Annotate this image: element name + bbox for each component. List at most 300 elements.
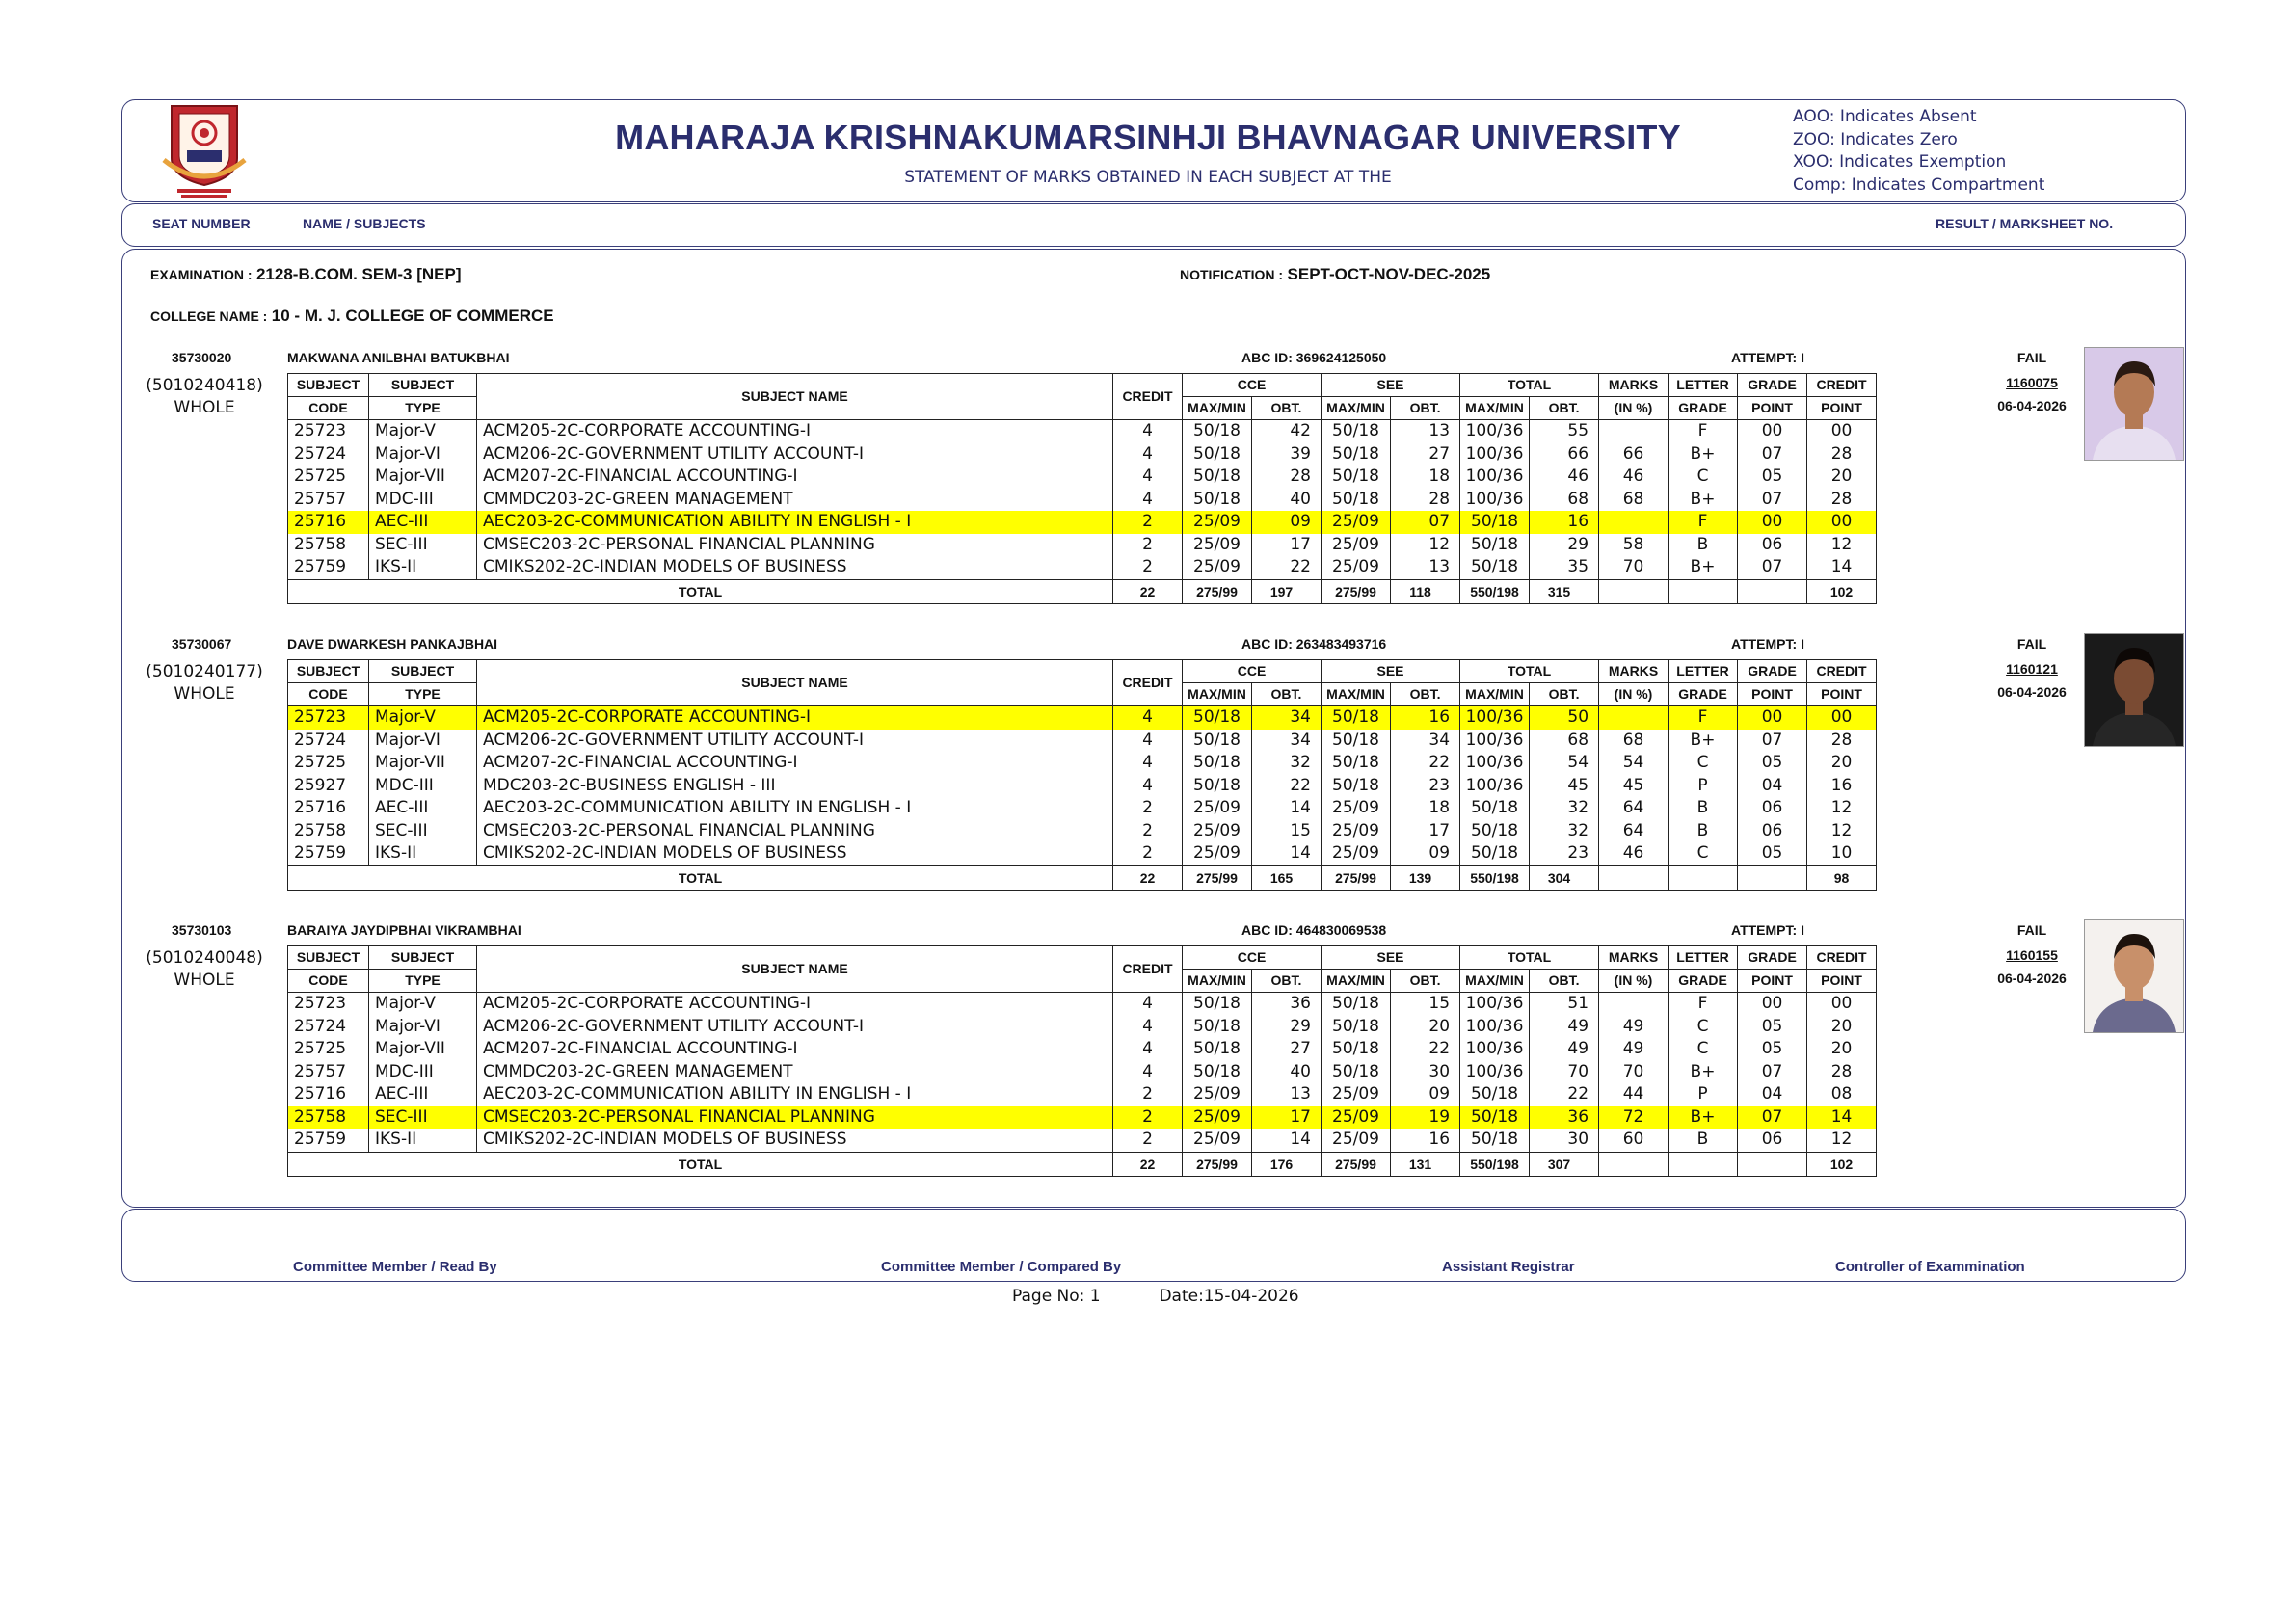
total-maxmin: 550/198 bbox=[1460, 579, 1530, 603]
result-date: 06-04-2026 bbox=[1997, 684, 2067, 700]
see-maxmin: 50/18 bbox=[1322, 466, 1391, 489]
see-obt: 28 bbox=[1391, 489, 1460, 512]
marks-percent bbox=[1599, 420, 1669, 443]
hdr-see-obt: OBT. bbox=[1391, 683, 1460, 706]
marksheet-number bbox=[1974, 947, 2090, 963]
cce-maxmin: 25/09 bbox=[1183, 842, 1252, 865]
hdr-subject-type-1: SUBJECT bbox=[369, 660, 477, 683]
cce-maxmin: 50/18 bbox=[1183, 1038, 1252, 1061]
subject-code: 25759 bbox=[288, 1129, 369, 1152]
legend bbox=[1793, 106, 2044, 197]
letter-grade: C bbox=[1669, 1038, 1738, 1061]
attempt: ATTEMPT: I bbox=[1731, 350, 1804, 365]
see-obt: 23 bbox=[1391, 775, 1460, 798]
subject-type: Major-VII bbox=[369, 752, 477, 775]
cce-obt: 27 bbox=[1252, 1038, 1322, 1061]
cce-obt: 40 bbox=[1252, 489, 1322, 512]
hdr-cce-obt: OBT. bbox=[1252, 397, 1322, 420]
total-obt: 22 bbox=[1530, 1083, 1599, 1106]
result-date: 06-04-2026 bbox=[1997, 398, 2067, 413]
hdr-type: TYPE bbox=[369, 683, 477, 706]
subject-type: MDC-III bbox=[369, 775, 477, 798]
total-obt: 50 bbox=[1530, 706, 1599, 730]
total-cce-obt: 165 bbox=[1252, 865, 1322, 890]
see-obt: 16 bbox=[1391, 1129, 1460, 1152]
hdr-see-maxmin: MAX/MIN bbox=[1322, 970, 1391, 993]
total-maxmin: 50/18 bbox=[1460, 556, 1530, 579]
hdr-credit: CREDIT bbox=[1113, 946, 1183, 993]
marksheet-number-value: 1160075 bbox=[2006, 375, 2058, 390]
total-obt: 32 bbox=[1530, 797, 1599, 820]
subject-code: 25758 bbox=[288, 820, 369, 843]
total-see-maxmin: 275/99 bbox=[1322, 579, 1391, 603]
credit: 2 bbox=[1113, 556, 1183, 579]
subject-type: Major-VII bbox=[369, 466, 477, 489]
see-obt: 18 bbox=[1391, 466, 1460, 489]
total-obt: 46 bbox=[1530, 466, 1599, 489]
see-obt: 18 bbox=[1391, 797, 1460, 820]
total-maxmin: 100/36 bbox=[1460, 1061, 1530, 1084]
letter-grade: C bbox=[1669, 842, 1738, 865]
credit-point: 00 bbox=[1807, 511, 1877, 534]
cce-obt: 39 bbox=[1252, 443, 1322, 466]
total-obt: 49 bbox=[1530, 1016, 1599, 1039]
total-see-obt: 118 bbox=[1391, 579, 1460, 603]
cce-obt: 34 bbox=[1252, 706, 1322, 730]
enrollment-number: (5010240418) bbox=[146, 376, 263, 395]
cce-maxmin: 25/09 bbox=[1183, 556, 1252, 579]
see-obt: 22 bbox=[1391, 752, 1460, 775]
subject-type: MDC-III bbox=[369, 489, 477, 512]
credit: 4 bbox=[1113, 730, 1183, 753]
result-status: FAIL bbox=[2016, 350, 2047, 365]
signature-controller: Controller of Exammination bbox=[1835, 1259, 2025, 1275]
see-maxmin: 25/09 bbox=[1322, 556, 1391, 579]
total-maxmin: 50/18 bbox=[1460, 797, 1530, 820]
result-header: RESULT / MARKSHEET NO. bbox=[1936, 216, 2114, 231]
total-obt: 70 bbox=[1530, 1061, 1599, 1084]
college-value: 10 - M. J. COLLEGE OF COMMERCE bbox=[271, 306, 554, 325]
marks-table bbox=[287, 659, 1877, 891]
signature-assistant-registrar: Assistant Registrar bbox=[1442, 1259, 1575, 1275]
credit-point: 00 bbox=[1807, 993, 1877, 1016]
cce-obt: 22 bbox=[1252, 556, 1322, 579]
total-credit-point: 102 bbox=[1807, 1152, 1877, 1176]
credit-point: 28 bbox=[1807, 730, 1877, 753]
cce-obt: 14 bbox=[1252, 842, 1322, 865]
credit: 4 bbox=[1113, 775, 1183, 798]
grade-point: 05 bbox=[1738, 1016, 1807, 1039]
abc-id: ABC ID: 464830069538 bbox=[1241, 922, 1387, 938]
subject-type: MDC-III bbox=[369, 1061, 477, 1084]
hdr-letter: LETTER bbox=[1669, 946, 1738, 970]
see-maxmin: 25/09 bbox=[1322, 1129, 1391, 1152]
hdr-grade-point: POINT bbox=[1738, 970, 1807, 993]
subject-type: SEC-III bbox=[369, 820, 477, 843]
result-date: 06-04-2026 bbox=[1997, 971, 2067, 986]
marks-table bbox=[287, 373, 1877, 604]
hdr-subject-type-1: SUBJECT bbox=[369, 946, 477, 970]
letter-grade: F bbox=[1669, 420, 1738, 443]
total-maxmin: 50/18 bbox=[1460, 511, 1530, 534]
cce-maxmin: 50/18 bbox=[1183, 706, 1252, 730]
letter-grade: B+ bbox=[1669, 1061, 1738, 1084]
hdr-subject-name: SUBJECT NAME bbox=[477, 660, 1113, 706]
hdr-grade: GRADE bbox=[1738, 660, 1807, 683]
notification-value: SEPT-OCT-NOV-DEC-2025 bbox=[1287, 265, 1491, 283]
name-subjects-header: NAME / SUBJECTS bbox=[303, 216, 426, 231]
total-obt: 35 bbox=[1530, 556, 1599, 579]
hdr-credit-point-2: POINT bbox=[1807, 683, 1877, 706]
subject-name: MDC203-2C-BUSINESS ENGLISH - III bbox=[477, 775, 1113, 798]
subject-name: ACM206-2C-GOVERNMENT UTILITY ACCOUNT-I bbox=[477, 1016, 1113, 1039]
exam-mode: WHOLE bbox=[174, 684, 235, 704]
see-obt: 30 bbox=[1391, 1061, 1460, 1084]
hdr-subject-name: SUBJECT NAME bbox=[477, 374, 1113, 420]
total-row bbox=[288, 1152, 1877, 1176]
subject-name: ACM206-2C-GOVERNMENT UTILITY ACCOUNT-I bbox=[477, 730, 1113, 753]
hdr-in-pct: (IN %) bbox=[1599, 683, 1669, 706]
hdr-code: CODE bbox=[288, 397, 369, 420]
hdr-total-maxmin: MAX/MIN bbox=[1460, 683, 1530, 706]
credit: 4 bbox=[1113, 1038, 1183, 1061]
total-obt: 304 bbox=[1530, 865, 1599, 890]
grade-point: 00 bbox=[1738, 511, 1807, 534]
credit: 4 bbox=[1113, 466, 1183, 489]
seat-number: 35730020 bbox=[172, 350, 232, 365]
total-letter-blank bbox=[1669, 1152, 1738, 1176]
hdr-credit-point-2: POINT bbox=[1807, 970, 1877, 993]
marksheet-number-value: 1160121 bbox=[2006, 661, 2058, 677]
total-maxmin: 100/36 bbox=[1460, 489, 1530, 512]
hdr-total: TOTAL bbox=[1460, 374, 1599, 397]
letter-grade: F bbox=[1669, 706, 1738, 730]
hdr-see-obt: OBT. bbox=[1391, 397, 1460, 420]
marks-percent: 46 bbox=[1599, 842, 1669, 865]
grade-point: 05 bbox=[1738, 466, 1807, 489]
page-number: Page No: 1 bbox=[1012, 1287, 1101, 1306]
total-obt: 307 bbox=[1530, 1152, 1599, 1176]
letter-grade: B bbox=[1669, 534, 1738, 557]
hdr-credit-point-1: CREDIT bbox=[1807, 660, 1877, 683]
cce-obt: 14 bbox=[1252, 797, 1322, 820]
subject-type: Major-V bbox=[369, 706, 477, 730]
credit: 2 bbox=[1113, 511, 1183, 534]
subject-name: ACM207-2C-FINANCIAL ACCOUNTING-I bbox=[477, 752, 1113, 775]
total-label: TOTAL bbox=[288, 579, 1113, 603]
total-obt: 36 bbox=[1530, 1106, 1599, 1130]
hdr-cce: CCE bbox=[1183, 946, 1322, 970]
hdr-credit-point-2: POINT bbox=[1807, 397, 1877, 420]
seat-number-header: SEAT NUMBER bbox=[152, 216, 251, 231]
credit: 4 bbox=[1113, 1016, 1183, 1039]
subject-code: 25723 bbox=[288, 420, 369, 443]
hdr-in-pct: (IN %) bbox=[1599, 397, 1669, 420]
hdr-subject-code-1: SUBJECT bbox=[288, 660, 369, 683]
cce-obt: 15 bbox=[1252, 820, 1322, 843]
cce-obt: 17 bbox=[1252, 1106, 1322, 1130]
see-maxmin: 50/18 bbox=[1322, 993, 1391, 1016]
credit-point: 20 bbox=[1807, 466, 1877, 489]
credit-point: 20 bbox=[1807, 1038, 1877, 1061]
hdr-subject-code-1: SUBJECT bbox=[288, 946, 369, 970]
total-maxmin: 550/198 bbox=[1460, 865, 1530, 890]
grade-point: 00 bbox=[1738, 993, 1807, 1016]
subject-row bbox=[288, 1038, 1877, 1061]
letter-grade: B+ bbox=[1669, 1106, 1738, 1130]
marks-percent bbox=[1599, 706, 1669, 730]
grade-point: 06 bbox=[1738, 820, 1807, 843]
credit-point: 10 bbox=[1807, 842, 1877, 865]
total-cce-obt: 176 bbox=[1252, 1152, 1322, 1176]
marks-percent: 58 bbox=[1599, 534, 1669, 557]
total-row bbox=[288, 865, 1877, 890]
subject-row bbox=[288, 820, 1877, 843]
cce-obt: 14 bbox=[1252, 1129, 1322, 1152]
subject-type: IKS-II bbox=[369, 1129, 477, 1152]
hdr-marks: MARKS bbox=[1599, 946, 1669, 970]
total-see-maxmin: 275/99 bbox=[1322, 1152, 1391, 1176]
subject-name: CMMDC203-2C-GREEN MANAGEMENT bbox=[477, 1061, 1113, 1084]
credit: 2 bbox=[1113, 1106, 1183, 1130]
total-obt: 23 bbox=[1530, 842, 1599, 865]
subject-row bbox=[288, 993, 1877, 1016]
college-label: COLLEGE NAME : bbox=[150, 308, 268, 324]
total-maxmin: 100/36 bbox=[1460, 730, 1530, 753]
cce-maxmin: 50/18 bbox=[1183, 420, 1252, 443]
cce-maxmin: 50/18 bbox=[1183, 752, 1252, 775]
cce-maxmin: 50/18 bbox=[1183, 443, 1252, 466]
total-maxmin: 100/36 bbox=[1460, 1016, 1530, 1039]
hdr-subject-type-1: SUBJECT bbox=[369, 374, 477, 397]
see-obt: 09 bbox=[1391, 842, 1460, 865]
subject-row bbox=[288, 443, 1877, 466]
credit: 2 bbox=[1113, 1083, 1183, 1106]
hdr-cce-maxmin: MAX/MIN bbox=[1183, 970, 1252, 993]
grade-point: 07 bbox=[1738, 556, 1807, 579]
cce-maxmin: 25/09 bbox=[1183, 534, 1252, 557]
credit: 2 bbox=[1113, 797, 1183, 820]
total-marks-blank bbox=[1599, 865, 1669, 890]
subject-code: 25725 bbox=[288, 466, 369, 489]
cce-maxmin: 25/09 bbox=[1183, 797, 1252, 820]
student-name: DAVE DWARKESH PANKAJBHAI bbox=[287, 636, 498, 652]
marks-percent: 66 bbox=[1599, 443, 1669, 466]
see-maxmin: 50/18 bbox=[1322, 706, 1391, 730]
letter-grade: P bbox=[1669, 775, 1738, 798]
total-maxmin: 50/18 bbox=[1460, 534, 1530, 557]
hdr-see: SEE bbox=[1322, 660, 1460, 683]
marks-percent: 70 bbox=[1599, 1061, 1669, 1084]
letter-grade: B bbox=[1669, 797, 1738, 820]
total-maxmin: 100/36 bbox=[1460, 993, 1530, 1016]
hdr-letter-grade: GRADE bbox=[1669, 970, 1738, 993]
marks-percent: 64 bbox=[1599, 820, 1669, 843]
subject-code: 25716 bbox=[288, 511, 369, 534]
see-maxmin: 25/09 bbox=[1322, 511, 1391, 534]
examination-value: 2128-B.COM. SEM-3 [NEP] bbox=[255, 265, 462, 283]
cce-obt: 40 bbox=[1252, 1061, 1322, 1084]
cce-maxmin: 25/09 bbox=[1183, 1106, 1252, 1130]
subject-name: ACM206-2C-GOVERNMENT UTILITY ACCOUNT-I bbox=[477, 443, 1113, 466]
letter-grade: P bbox=[1669, 1083, 1738, 1106]
credit: 4 bbox=[1113, 993, 1183, 1016]
grade-point: 07 bbox=[1738, 489, 1807, 512]
see-maxmin: 50/18 bbox=[1322, 443, 1391, 466]
credit: 2 bbox=[1113, 820, 1183, 843]
column-header-bar bbox=[121, 203, 2186, 247]
see-maxmin: 50/18 bbox=[1322, 1016, 1391, 1039]
subject-type: Major-V bbox=[369, 420, 477, 443]
cce-maxmin: 50/18 bbox=[1183, 489, 1252, 512]
total-label: TOTAL bbox=[288, 865, 1113, 890]
total-maxmin: 550/198 bbox=[1460, 1152, 1530, 1176]
see-obt: 13 bbox=[1391, 420, 1460, 443]
see-maxmin: 25/09 bbox=[1322, 842, 1391, 865]
credit-point: 00 bbox=[1807, 420, 1877, 443]
hdr-cce-obt: OBT. bbox=[1252, 683, 1322, 706]
subject-code: 25758 bbox=[288, 1106, 369, 1130]
cce-maxmin: 50/18 bbox=[1183, 775, 1252, 798]
total-maxmin: 50/18 bbox=[1460, 1129, 1530, 1152]
hdr-cce: CCE bbox=[1183, 374, 1322, 397]
subject-name: CMSEC203-2C-PERSONAL FINANCIAL PLANNING bbox=[477, 820, 1113, 843]
hdr-total-obt: OBT. bbox=[1530, 683, 1599, 706]
subject-row bbox=[288, 466, 1877, 489]
signature-compared-by: Committee Member / Compared By bbox=[881, 1259, 1122, 1275]
subject-type: IKS-II bbox=[369, 556, 477, 579]
credit-point: 08 bbox=[1807, 1083, 1877, 1106]
total-letter-blank bbox=[1669, 579, 1738, 603]
credit: 4 bbox=[1113, 443, 1183, 466]
total-maxmin: 100/36 bbox=[1460, 752, 1530, 775]
subject-row bbox=[288, 842, 1877, 865]
hdr-cce-obt: OBT. bbox=[1252, 970, 1322, 993]
subject-name: ACM207-2C-FINANCIAL ACCOUNTING-I bbox=[477, 466, 1113, 489]
total-maxmin: 50/18 bbox=[1460, 842, 1530, 865]
subject-row bbox=[288, 1016, 1877, 1039]
letter-grade: B bbox=[1669, 820, 1738, 843]
result-status: FAIL bbox=[2016, 922, 2047, 938]
see-maxmin: 50/18 bbox=[1322, 1061, 1391, 1084]
letter-grade: F bbox=[1669, 511, 1738, 534]
hdr-cce: CCE bbox=[1183, 660, 1322, 683]
marks-percent bbox=[1599, 511, 1669, 534]
student-photo bbox=[2084, 347, 2184, 461]
hdr-grade-point: POINT bbox=[1738, 397, 1807, 420]
hdr-total-obt: OBT. bbox=[1530, 970, 1599, 993]
total-letter-blank bbox=[1669, 865, 1738, 890]
see-obt: 13 bbox=[1391, 556, 1460, 579]
hdr-credit: CREDIT bbox=[1113, 660, 1183, 706]
credit-point: 20 bbox=[1807, 1016, 1877, 1039]
subject-type: Major-VI bbox=[369, 730, 477, 753]
credit-point: 28 bbox=[1807, 1061, 1877, 1084]
student-name: MAKWANA ANILBHAI BATUKBHAI bbox=[287, 350, 510, 365]
letter-grade: C bbox=[1669, 752, 1738, 775]
grade-point: 07 bbox=[1738, 443, 1807, 466]
see-obt: 27 bbox=[1391, 443, 1460, 466]
total-cce-maxmin: 275/99 bbox=[1183, 1152, 1252, 1176]
total-cce-maxmin: 275/99 bbox=[1183, 865, 1252, 890]
abc-id: ABC ID: 369624125050 bbox=[1241, 350, 1387, 365]
hdr-credit: CREDIT bbox=[1113, 374, 1183, 420]
cce-maxmin: 25/09 bbox=[1183, 820, 1252, 843]
print-date: Date:15-04-2026 bbox=[1159, 1287, 1299, 1306]
grade-point: 07 bbox=[1738, 1061, 1807, 1084]
see-maxmin: 25/09 bbox=[1322, 1106, 1391, 1130]
cce-maxmin: 50/18 bbox=[1183, 730, 1252, 753]
legend-compartment: Comp: Indicates Compartment bbox=[1793, 174, 2045, 195]
marks-percent: 46 bbox=[1599, 466, 1669, 489]
subject-name: AEC203-2C-COMMUNICATION ABILITY IN ENGLISH - I bbox=[477, 797, 1113, 820]
grade-point: 06 bbox=[1738, 534, 1807, 557]
see-maxmin: 50/18 bbox=[1322, 775, 1391, 798]
credit-point: 16 bbox=[1807, 775, 1877, 798]
enrollment-number: (5010240048) bbox=[146, 948, 263, 968]
see-obt: 20 bbox=[1391, 1016, 1460, 1039]
letter-grade: B+ bbox=[1669, 556, 1738, 579]
marks-percent: 72 bbox=[1599, 1106, 1669, 1130]
total-obt: 45 bbox=[1530, 775, 1599, 798]
credit-point: 14 bbox=[1807, 1106, 1877, 1130]
notification-line bbox=[1180, 265, 1490, 284]
subject-name: CMIKS202-2C-INDIAN MODELS OF BUSINESS bbox=[477, 556, 1113, 579]
cce-obt: 34 bbox=[1252, 730, 1322, 753]
hdr-grade: GRADE bbox=[1738, 374, 1807, 397]
subject-code: 25758 bbox=[288, 534, 369, 557]
credit-point: 12 bbox=[1807, 534, 1877, 557]
total-obt: 29 bbox=[1530, 534, 1599, 557]
student-name: BARAIYA JAYDIPBHAI VIKRAMBHAI bbox=[287, 922, 521, 938]
grade-point: 06 bbox=[1738, 1129, 1807, 1152]
seat-number: 35730103 bbox=[172, 922, 232, 938]
credit-point: 00 bbox=[1807, 706, 1877, 730]
total-label: TOTAL bbox=[288, 1152, 1113, 1176]
cce-obt: 09 bbox=[1252, 511, 1322, 534]
cce-obt: 32 bbox=[1252, 752, 1322, 775]
grade-point: 05 bbox=[1738, 842, 1807, 865]
enrollment-number: (5010240177) bbox=[146, 662, 263, 681]
marksheet-number bbox=[1974, 661, 2090, 677]
grade-point: 00 bbox=[1738, 706, 1807, 730]
subject-type: AEC-III bbox=[369, 797, 477, 820]
subject-code: 25759 bbox=[288, 842, 369, 865]
subject-type: Major-VI bbox=[369, 1016, 477, 1039]
hdr-subject-name: SUBJECT NAME bbox=[477, 946, 1113, 993]
credit: 4 bbox=[1113, 706, 1183, 730]
subject-name: ACM205-2C-CORPORATE ACCOUNTING-I bbox=[477, 706, 1113, 730]
letter-grade: B bbox=[1669, 1129, 1738, 1152]
credit: 4 bbox=[1113, 420, 1183, 443]
subject-type: SEC-III bbox=[369, 534, 477, 557]
see-obt: 22 bbox=[1391, 1038, 1460, 1061]
total-see-maxmin: 275/99 bbox=[1322, 865, 1391, 890]
see-obt: 15 bbox=[1391, 993, 1460, 1016]
cce-obt: 28 bbox=[1252, 466, 1322, 489]
marksheet-number bbox=[1974, 375, 2090, 390]
total-obt: 55 bbox=[1530, 420, 1599, 443]
subject-code: 25757 bbox=[288, 489, 369, 512]
subject-name: ACM205-2C-CORPORATE ACCOUNTING-I bbox=[477, 993, 1113, 1016]
total-marks-blank bbox=[1599, 579, 1669, 603]
hdr-letter-grade: GRADE bbox=[1669, 683, 1738, 706]
hdr-total: TOTAL bbox=[1460, 660, 1599, 683]
subject-row bbox=[288, 511, 1877, 534]
see-maxmin: 50/18 bbox=[1322, 730, 1391, 753]
hdr-code: CODE bbox=[288, 970, 369, 993]
cce-obt: 17 bbox=[1252, 534, 1322, 557]
